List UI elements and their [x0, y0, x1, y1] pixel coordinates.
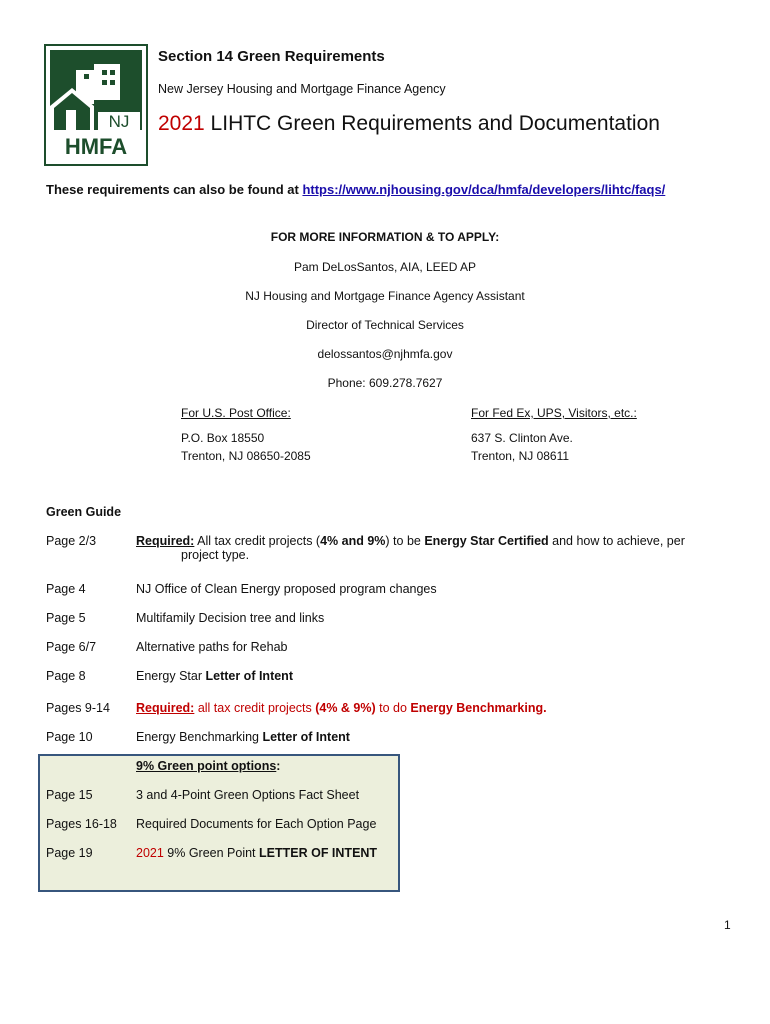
- options-page: Page 15: [46, 788, 93, 802]
- logo-initials: NJ: [108, 112, 130, 131]
- required-label: Required:: [136, 701, 195, 715]
- desc-bold: LETTER OF INTENT: [259, 846, 378, 860]
- desc-text: ) to be: [385, 534, 425, 548]
- house-logo-icon: [46, 46, 146, 164]
- contact-email: delossantos@njhmfa.gov: [317, 347, 453, 361]
- contact-name: Pam DeLosSantos, AIA, LEED AP: [293, 260, 477, 274]
- fedex-line1: 637 S. Clinton Ave.: [471, 431, 573, 445]
- guide-page: Page 10: [46, 730, 93, 744]
- desc-bold: Letter of Intent: [262, 730, 350, 744]
- desc-bold: (4% & 9%): [315, 701, 376, 715]
- desc-text: to do: [375, 701, 411, 715]
- contact-role-1: NJ Housing and Mortgage Finance Agency Assistant: [245, 289, 525, 303]
- guide-desc: Multifamily Decision tree and links: [136, 611, 325, 625]
- post-office-address: [181, 404, 311, 465]
- doc-title-text: LIHTC Green Requirements and Documentation: [204, 112, 660, 135]
- post-office-line2: Trenton, NJ 08650-2085: [181, 449, 311, 463]
- options-desc: [136, 846, 726, 860]
- options-heading-text: 9% Green point options: [136, 759, 277, 773]
- contact-phone: Phone: 609.278.7627: [327, 376, 443, 390]
- guide-page: Page 8: [46, 669, 86, 683]
- options-desc: 3 and 4-Point Green Options Fact Sheet: [136, 788, 360, 802]
- page-number: 1: [724, 918, 731, 932]
- faq-link[interactable]: https://www.njhousing.gov/dca/hmfa/developers/lihtc/faqs/: [302, 182, 666, 197]
- guide-desc: [136, 701, 726, 715]
- options-year: 2021: [136, 846, 164, 860]
- options-heading: [136, 759, 726, 773]
- doc-year: 2021: [158, 112, 205, 135]
- doc-title: [158, 112, 660, 136]
- agency-name: New Jersey Housing and Mortgage Finance Agency: [158, 82, 446, 96]
- hmfa-logo: [44, 44, 148, 166]
- options-desc: Required Documents for Each Option Page: [136, 817, 377, 831]
- guide-page: Pages 9-14: [46, 701, 110, 715]
- guide-desc: [136, 534, 726, 562]
- desc-text: all tax credit projects: [194, 701, 316, 715]
- guide-page: Page 2/3: [46, 534, 97, 548]
- options-colon: :: [276, 759, 281, 773]
- guide-desc: NJ Office of Clean Energy proposed program changes: [136, 582, 437, 596]
- fedex-label: For Fed Ex, UPS, Visitors, etc.:: [471, 406, 637, 420]
- logo-name: HMFA: [64, 134, 128, 159]
- found-prefix: These requirements can also be found at: [46, 182, 303, 197]
- desc-bold: Energy Benchmarking.: [410, 701, 547, 715]
- guide-row: [46, 534, 726, 570]
- desc-text: 9% Green Point: [163, 846, 260, 860]
- fedex-line2: Trenton, NJ 08611: [471, 449, 570, 463]
- post-office-label: For U.S. Post Office:: [181, 406, 291, 420]
- required-label: Required:: [136, 534, 195, 548]
- guide-desc: [136, 669, 726, 683]
- post-office-line1: P.O. Box 18550: [181, 431, 265, 445]
- section-title: Section 14 Green Requirements: [158, 48, 385, 65]
- desc-bold: 4% and 9%: [320, 534, 386, 548]
- options-page: Pages 16-18: [46, 817, 117, 831]
- desc-bold: Letter of Intent: [205, 669, 293, 683]
- green-guide-heading: Green Guide: [46, 505, 122, 519]
- guide-page: Page 6/7: [46, 640, 97, 654]
- guide-desc: [136, 730, 726, 744]
- desc-bold: Energy Star Certified: [424, 534, 549, 548]
- options-page: Page 19: [46, 846, 93, 860]
- desc-text: Energy Star: [136, 669, 206, 683]
- desc-text: and how to achieve, per: [548, 534, 685, 548]
- guide-desc: Alternative paths for Rehab: [136, 640, 288, 654]
- desc-text: Energy Benchmarking: [136, 730, 263, 744]
- found-line: [46, 182, 665, 197]
- contact-heading: FOR MORE INFORMATION & TO APPLY:: [270, 230, 500, 244]
- guide-page: Page 4: [46, 582, 86, 596]
- desc-text: project type.: [181, 548, 250, 562]
- contact-role-2: Director of Technical Services: [306, 318, 464, 332]
- guide-page: Page 5: [46, 611, 86, 625]
- fedex-address: [471, 404, 637, 465]
- desc-text: All tax credit projects (: [194, 534, 321, 548]
